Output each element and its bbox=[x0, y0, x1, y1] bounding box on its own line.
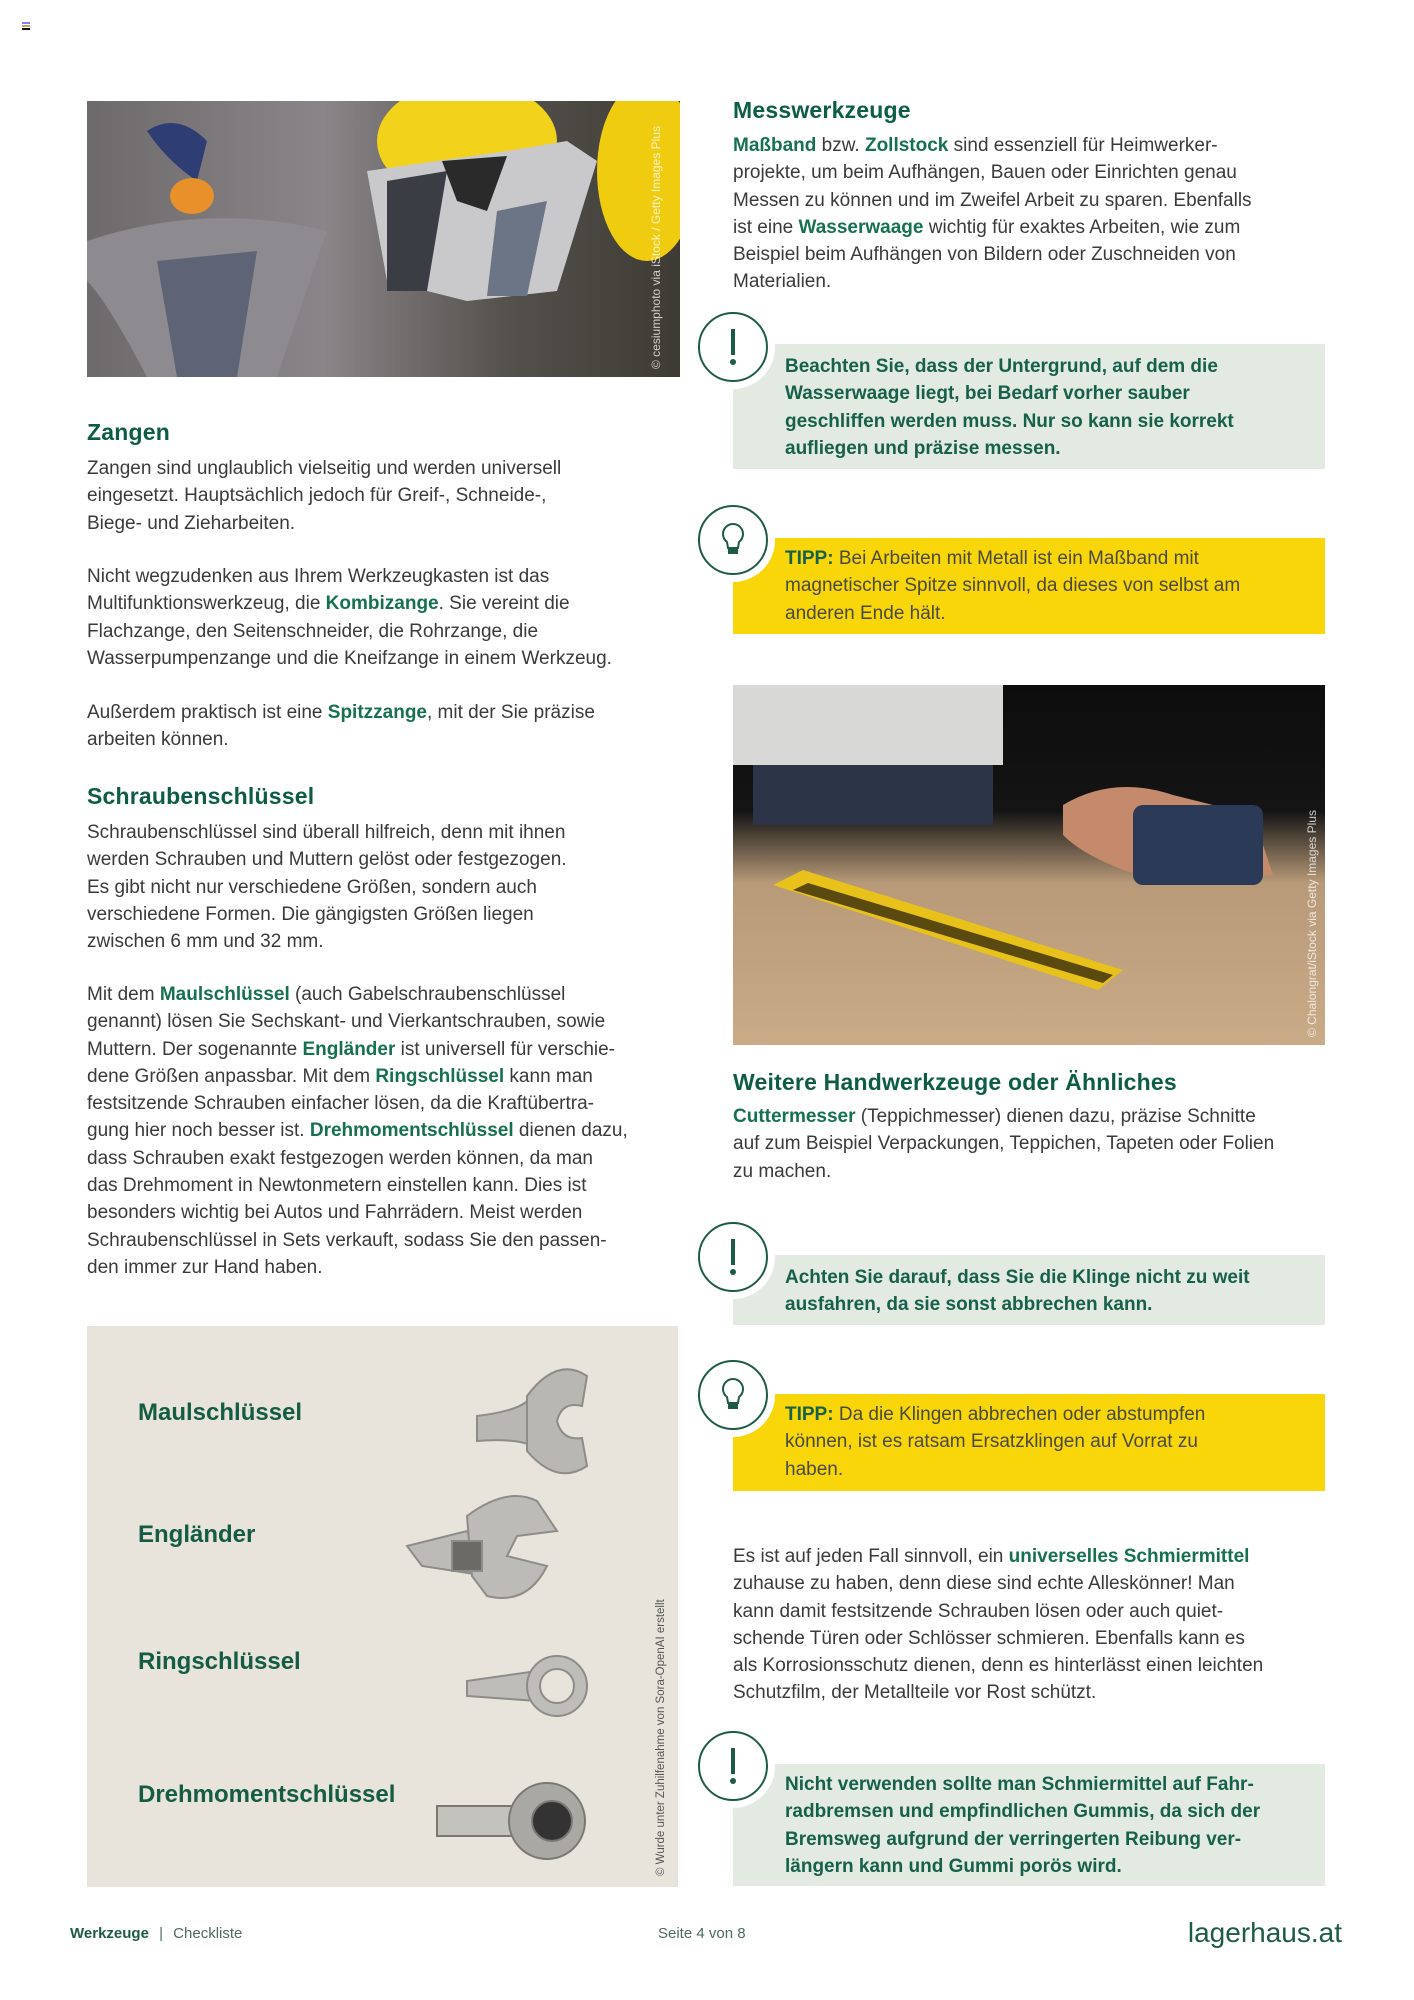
schrauben-paragraph-1 bbox=[87, 819, 567, 955]
text-segment: kann man festsitzende Schrauben einfacher lösen, da die Kraftübertra- gung hier noch besser ist. bbox=[87, 1065, 594, 1142]
wrench-label-maulschluessel: Maulschlüssel bbox=[138, 1399, 303, 1426]
highlighted-term: Maulschlüssel bbox=[159, 984, 290, 1005]
warning-callout-wasserwaage bbox=[733, 344, 1325, 469]
text-segment: Schraubenschlüssel sind überall hilfreich, denn mit ihnen werden Schrauben und Muttern gelöst oder festgezogen. Es gibt nicht nur verschiedene Größen, sondern auch verschiedene Formen. Die gängigsten Größen liegen zwischen 6 mm und 32 mm. bbox=[87, 822, 567, 953]
photo-credit: © Chalongrat/iStock via Getty Images Plus bbox=[1305, 810, 1319, 1037]
highlighted-term: Kombizange bbox=[325, 593, 439, 615]
highlighted-term: Ringschlüssel bbox=[375, 1065, 505, 1087]
page-number: Seite 4 von 8 bbox=[658, 1925, 746, 1942]
highlighted-term: TIPP: bbox=[785, 1404, 834, 1425]
cuttermesser-paragraph bbox=[733, 1103, 1274, 1185]
open-end-wrench-icon bbox=[477, 1369, 587, 1473]
tip-text bbox=[785, 545, 1305, 627]
wrench-types-image bbox=[87, 1326, 678, 1887]
warning-text: Nicht verwenden sollte man Schmiermittel auf Fahr- radbremsen und empfindlichen Gummis, da sich der Bremsweg aufgrund der verringerten Reibung ver- längern kann und Gummi porös wird. bbox=[785, 1774, 1261, 1877]
spirit-level-photo bbox=[733, 685, 1325, 1045]
exclamation-icon bbox=[698, 1731, 768, 1801]
ring-wrench-icon bbox=[467, 1656, 587, 1716]
text-segment: sind essenziell für Heimwerker- projekte, um beim Aufhängen, Bauen oder Einrichten genau Messen zu können und im Zweifel Arbeit zu sparen. Ebenfalls ist eine bbox=[733, 135, 1252, 238]
tip-callout-massband bbox=[733, 538, 1325, 634]
text-segment: Außerdem praktisch ist eine bbox=[87, 702, 328, 723]
text-segment: dienen dazu, dass Schrauben exakt festgezogen werden können, da man das Drehmoment in Newtonmetern einstellen kann. Dies ist besonders wichtig bei Autos und Fahrrädern. Meist werden Schraubenschlüssel in Sets verkauft, sodass Sie den passen- den immer zur Hand haben. bbox=[87, 1120, 628, 1278]
highlighted-term: Maßband bbox=[733, 135, 817, 156]
wrench-label-drehmomentschluessel: Drehmomentschlüssel bbox=[138, 1781, 396, 1808]
zangen-paragraph-3 bbox=[87, 699, 595, 754]
wrench-label-ringschluessel: Ringschlüssel bbox=[138, 1648, 301, 1675]
highlighted-term: Engländer bbox=[302, 1038, 396, 1060]
text-segment: . Sie vereint die Flachzange, den Seitenschneider, die Rohrzange, die Wasserpumpenzange und die Kneifzange in einem Werkzeug. bbox=[87, 593, 612, 669]
zangen-paragraph-2 bbox=[87, 563, 612, 672]
exclamation-icon bbox=[698, 312, 768, 382]
tip-text bbox=[785, 1401, 1305, 1483]
pliers-photo bbox=[87, 101, 680, 377]
spirit-level-illustration bbox=[733, 685, 1325, 1045]
highlighted-term: TIPP: bbox=[785, 548, 834, 569]
section-heading-schraubenschluessel: Schraubenschlüssel bbox=[87, 783, 315, 809]
highlighted-term: universelles Schmiermittel bbox=[1008, 1546, 1250, 1567]
pliers-illustration bbox=[87, 101, 680, 377]
highlighted-term: Cuttermesser bbox=[733, 1106, 856, 1127]
text-segment: (Teppichmesser) dienen dazu, präzise Schnitte auf zum Beispiel Verpackungen, Teppichen, Tapeten oder Folien zu machen. bbox=[733, 1106, 1275, 1182]
lightbulb-icon bbox=[698, 505, 768, 575]
warning-callout-klinge bbox=[733, 1255, 1325, 1325]
lightbulb-icon bbox=[698, 1360, 768, 1430]
section-heading-messwerkzeuge: Messwerkzeuge bbox=[733, 97, 911, 123]
text-segment: Bei Arbeiten mit Metall ist ein Maßband mit magnetischer Spitze sinnvoll, da dieses von selbst am anderen Ende hält. bbox=[785, 548, 1241, 624]
text-segment: (auch Gabelschraubenschlüssel genannt) lösen Sie Sechskant- und Vierkantschrauben, sowie Muttern. Der sogenannte bbox=[87, 984, 606, 1060]
footer-separator: | bbox=[159, 1925, 163, 1942]
wrench-illustrations bbox=[87, 1326, 678, 1887]
text-segment: zuhause zu haben, denn diese sind echte Alleskönner! Man kann damit festsitzende Schrauben lösen oder auch quiet- schende Türen oder Schlösser schmieren. Ebenfalls kann es als Korrosionsschutz dienen, denn es hinterlässt einen leichten Schutzfilm, der Metallteile vor Rost schützt. bbox=[733, 1573, 1264, 1704]
footer-doc-type: Checkliste bbox=[173, 1925, 243, 1942]
image-credit: © Wurde unter Zuhilfenahme von Sora-OpenAI erstellt bbox=[655, 1599, 667, 1876]
text-segment: Zangen sind unglaublich vielseitig und werden universell eingesetzt. Hauptsächlich jedoch für Greif-, Schneide-, Biege- und Zieharbeiten. bbox=[87, 458, 562, 534]
text-segment: wichtig für exaktes Arbeiten, wie zum Beispiel beim Aufhängen von Bildern oder Zuschneiden von Materialien. bbox=[733, 216, 1241, 293]
highlighted-term: Wasserwaage bbox=[798, 216, 924, 238]
schrauben-paragraph-2 bbox=[87, 981, 628, 1281]
wrench-label-englaender: Engländer bbox=[138, 1521, 256, 1548]
highlighted-term: Drehmomentschlüssel bbox=[309, 1120, 514, 1142]
photo-credit: © cesiumphoto via iStock / Getty Images Plus bbox=[649, 126, 663, 369]
highlighted-term: Spitzzange bbox=[327, 702, 427, 723]
adjustable-wrench-icon bbox=[407, 1496, 557, 1598]
highlighted-term: Zollstock bbox=[864, 135, 949, 156]
zangen-paragraph-1 bbox=[87, 455, 561, 537]
text-segment: bzw. bbox=[816, 135, 865, 156]
exclamation-icon bbox=[698, 1222, 768, 1292]
text-segment: Mit dem bbox=[87, 984, 160, 1005]
warning-callout-schmiermittel bbox=[733, 1764, 1325, 1886]
messwerkzeuge-paragraph bbox=[733, 132, 1252, 296]
text-segment: Nicht wegzudenken aus Ihrem Werkzeugkasten ist das Multifunktionswerkzeug, die bbox=[87, 566, 550, 615]
text-segment: , mit der Sie präzise arbeiten können. bbox=[87, 702, 595, 751]
section-heading-zangen: Zangen bbox=[87, 419, 170, 445]
text-segment: ist universell für verschie- dene Größen anpassbar. Mit dem bbox=[87, 1038, 615, 1087]
menu-icon[interactable] bbox=[22, 22, 30, 30]
brand-logo[interactable]: lagerhaus.at bbox=[1187, 1917, 1342, 1948]
text-segment: Es ist auf jeden Fall sinnvoll, ein bbox=[733, 1546, 1009, 1567]
torque-wrench-icon bbox=[437, 1783, 585, 1859]
tip-callout-ersatzklingen bbox=[733, 1394, 1325, 1491]
warning-text: Beachten Sie, dass der Untergrund, auf dem die Wasserwaage liegt, bei Bedarf vorher sauber geschliffen werden muss. Nur so kann sie korrekt aufliegen und präzise messen. bbox=[785, 356, 1234, 459]
section-heading-weitere-handwerkzeuge: Weitere Handwerkzeuge oder Ähnliches bbox=[733, 1069, 1177, 1095]
schmiermittel-paragraph bbox=[733, 1543, 1263, 1707]
footer-section: Werkzeuge bbox=[70, 1925, 149, 1942]
text-segment: Da die Klingen abbrechen oder abstumpfen können, ist es ratsam Ersatzklingen auf Vorrat zu haben. bbox=[785, 1404, 1206, 1480]
warning-text: Achten Sie darauf, dass Sie die Klinge nicht zu weit ausfahren, da sie sonst abbrechen kann. bbox=[785, 1267, 1250, 1316]
footer-breadcrumb bbox=[70, 1925, 242, 1942]
